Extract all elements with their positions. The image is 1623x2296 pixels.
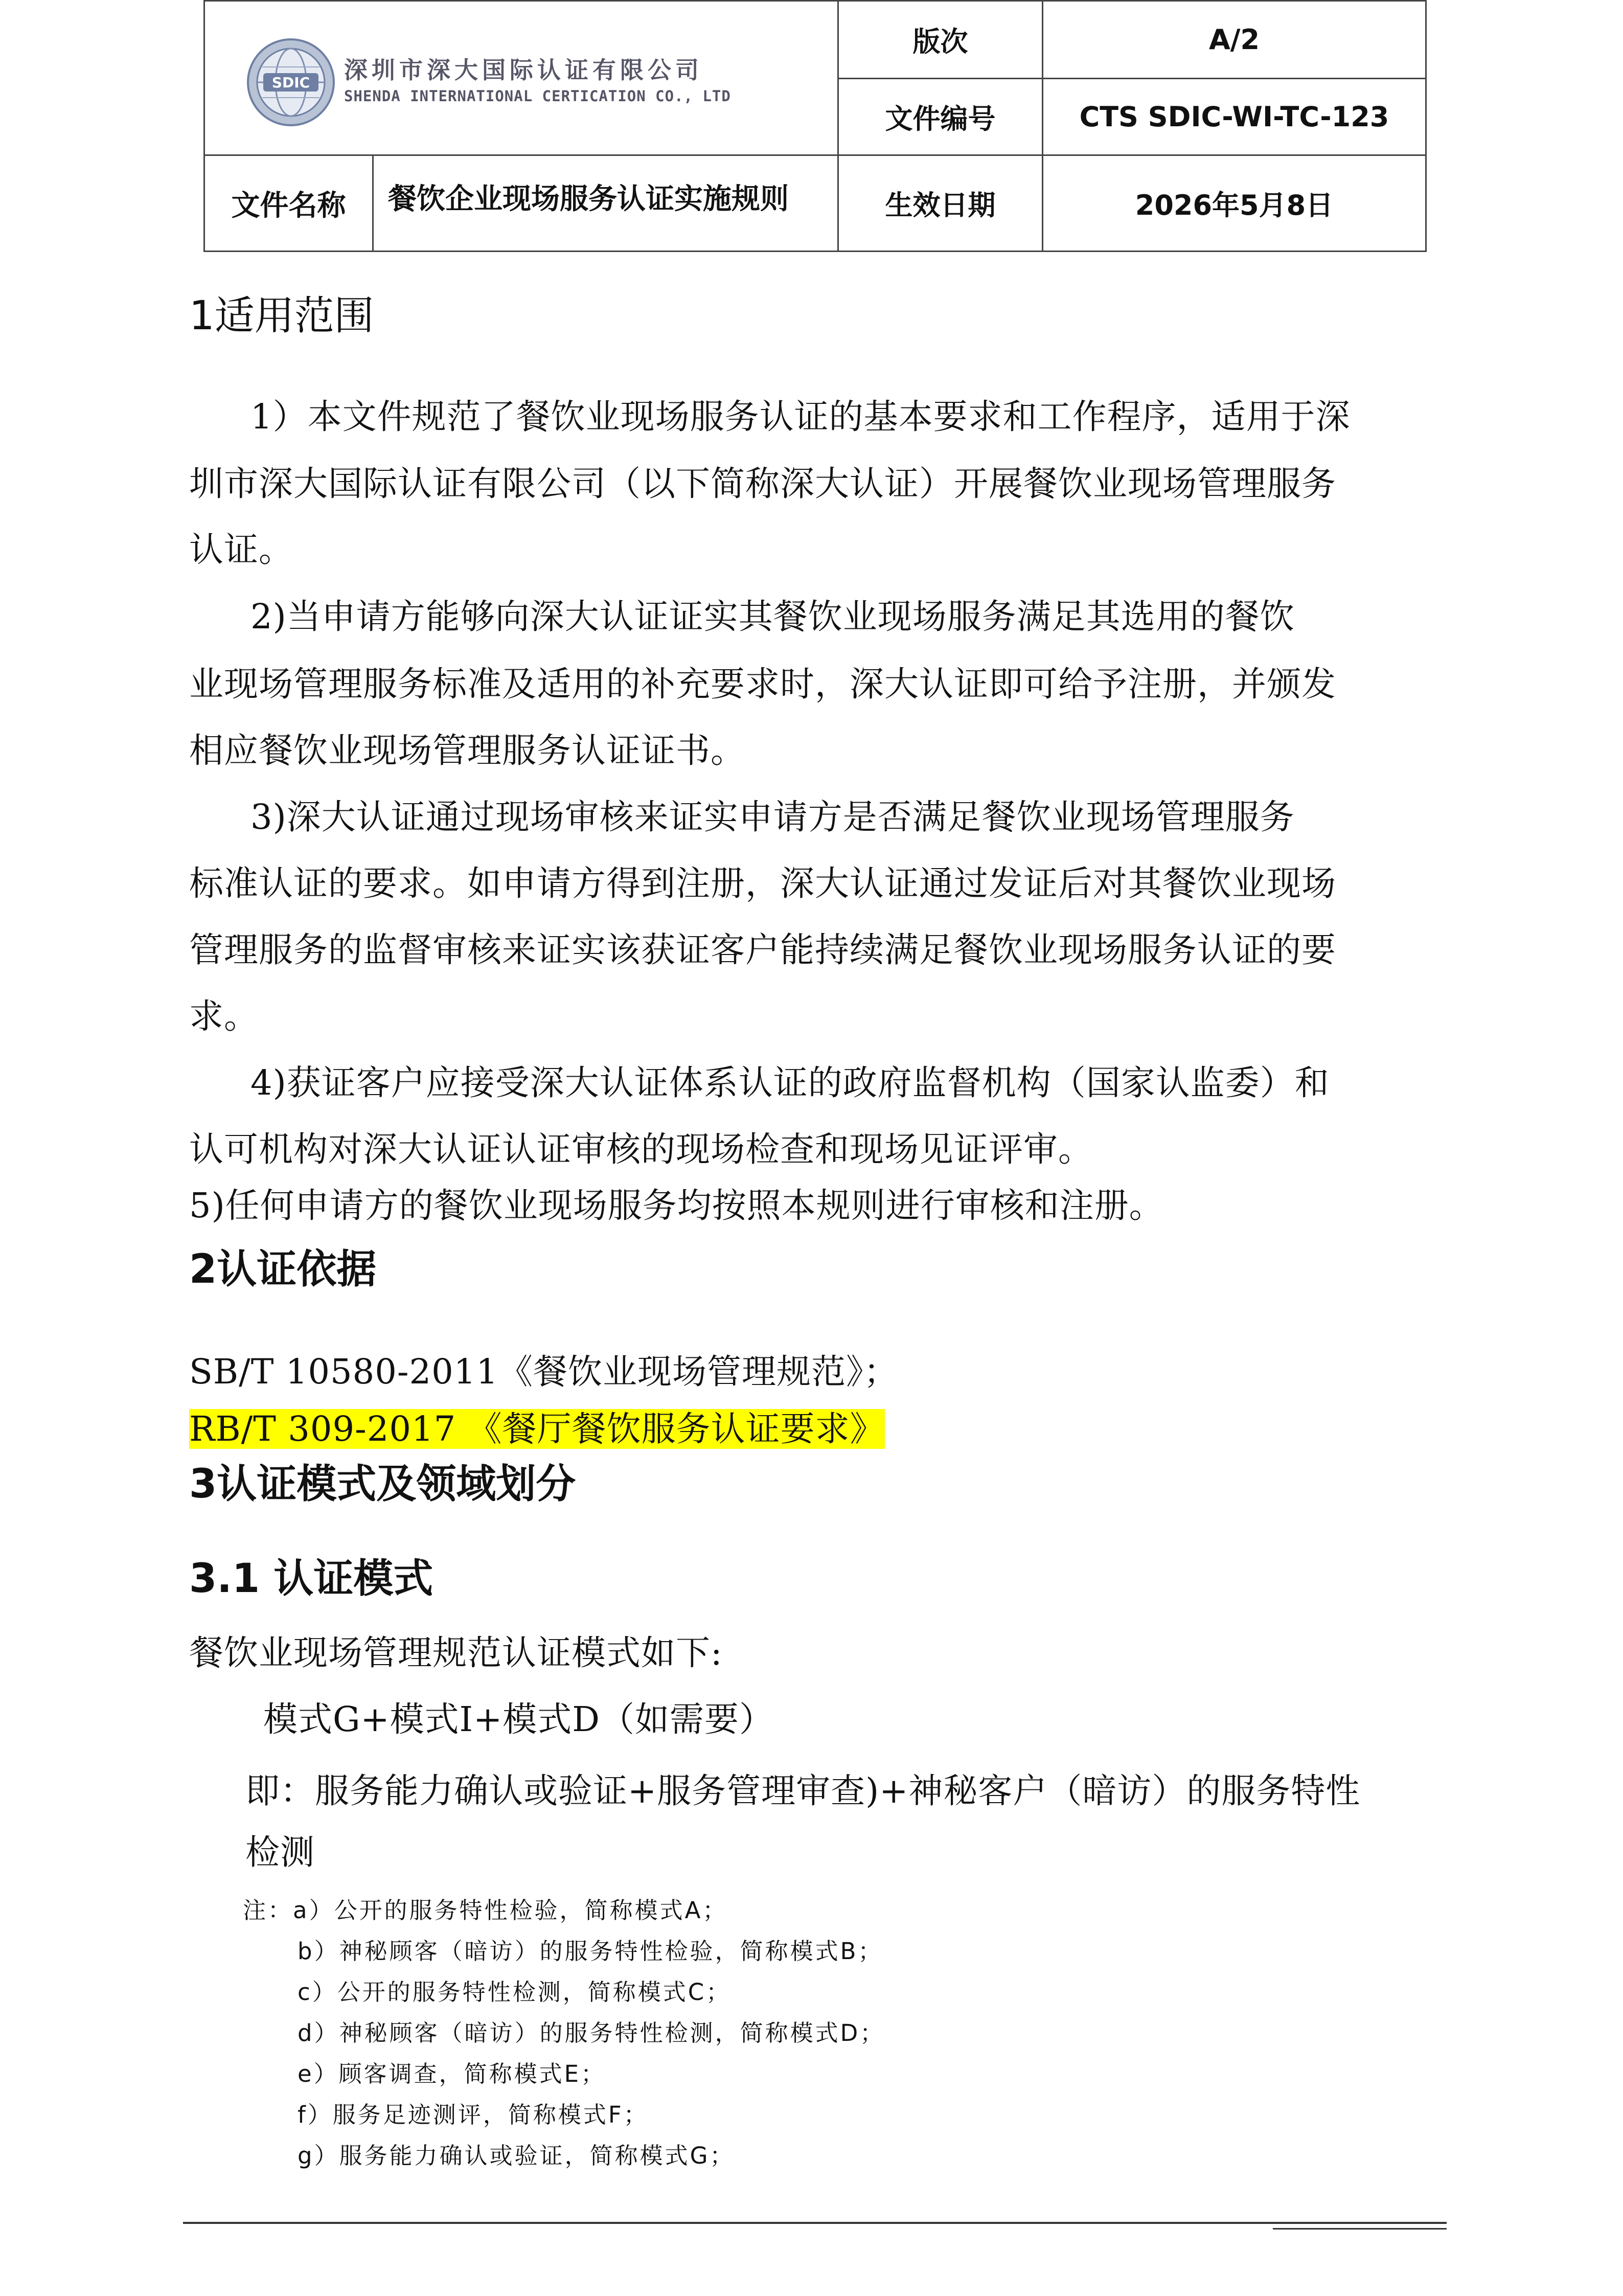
section-1-title: 1适用范围	[189, 293, 374, 339]
globe-logo-icon	[246, 37, 336, 127]
effective-date-value: 2026年5月8日	[1043, 155, 1426, 252]
paragraph-line: 3)深大认证通过现场审核来证实申请方是否满足餐饮业现场管理服务	[250, 797, 1295, 837]
paragraph-line: 标准认证的要求。如申请方得到注册，深大认证通过发证后对其餐饮业现场	[189, 863, 1336, 903]
highlighted-text: RB/T 309-2017 《餐厅餐饮服务认证要求》	[189, 1409, 885, 1449]
logo-cell	[204, 1, 838, 155]
paragraph-line: 求。	[189, 996, 259, 1036]
paragraph-line: 认可机构对深大认证认证审核的现场检查和现场见证评审。	[189, 1129, 1093, 1169]
paragraph-line: 5)任何申请方的餐饮业现场服务均按照本规则进行审核和注册。	[189, 1186, 1164, 1225]
file-name-value: 餐饮企业现场服务认证实施规则	[373, 155, 838, 252]
doc-number-label: 文件编号	[838, 79, 1043, 155]
paragraph-line: 相应餐饮业现场管理服务认证证书。	[189, 731, 745, 770]
effective-date-label: 生效日期	[838, 155, 1043, 252]
note-item: g）服务能力确认或验证，简称模式G；	[298, 2142, 735, 2169]
company-name-en: SHENDA INTERNATIONAL CERTICATION CO., LTD	[344, 87, 731, 105]
note-item: d）神秘顾客（暗访）的服务特性检测，简称模式D；	[298, 2019, 885, 2047]
standard-reference-1: SB/T 10580-2011《餐饮业现场管理规范》；	[189, 1352, 899, 1392]
paragraph-line: 管理服务的监督审核来证实该获证客户能持续满足餐饮业现场服务认证的要	[189, 930, 1336, 970]
mode-explanation-line: 即：服务能力确认或验证+服务管理审查)+神秘客户（暗访）的服务特性	[245, 1771, 1361, 1811]
footer-rule	[183, 2222, 1447, 2224]
mode-intro: 餐饮业现场管理规范认证模式如下:	[189, 1633, 723, 1673]
svg-text:SDIC: SDIC	[271, 74, 310, 91]
file-name-label: 文件名称	[204, 155, 373, 252]
version-label: 版次	[838, 1, 1043, 79]
note-item: b）神秘顾客（暗访）的服务特性检验，简称模式B；	[298, 1938, 883, 1965]
standard-reference-2	[189, 1402, 885, 1451]
paragraph-line: 认证。	[189, 530, 293, 570]
mode-explanation-line: 检测	[245, 1832, 315, 1872]
company-logo	[246, 37, 808, 129]
note-item: f）服务足迹测评，简称模式F；	[298, 2101, 649, 2128]
version-value: A/2	[1043, 1, 1426, 79]
paragraph-line: 圳市深大国际认证有限公司（以下简称深大认证）开展餐饮业现场管理服务	[189, 464, 1336, 504]
section-3-title: 3认证模式及领域划分	[189, 1461, 576, 1507]
paragraph-line: 4)获证客户应接受深大认证体系认证的政府监督机构（国家认监委）和	[250, 1063, 1330, 1103]
section-2-title: 2认证依据	[189, 1246, 377, 1292]
paragraph-line: 1）本文件规范了餐饮业现场服务认证的基本要求和工作程序，适用于深	[250, 397, 1351, 437]
doc-number-value: CTS SDIC-WI-TC-123	[1043, 79, 1426, 155]
section-3-1-title: 3.1 认证模式	[189, 1556, 433, 1602]
note-item: c）公开的服务特性检测，简称模式C；	[298, 1979, 732, 2006]
mode-formula: 模式G+模式I+模式D（如需要）	[263, 1699, 774, 1739]
note-item: e）顾客调查，简称模式E；	[298, 2060, 606, 2087]
paragraph-line: 业现场管理服务标准及适用的补充要求时，深大认证即可给予注册，并颁发	[189, 664, 1336, 704]
footer-rule-short	[1273, 2228, 1447, 2230]
document-header-table	[203, 0, 1427, 252]
paragraph-line: 2)当申请方能够向深大认证证实其餐饮业现场服务满足其选用的餐饮	[250, 597, 1295, 636]
company-name-cn: 深圳市深大国际认证有限公司	[344, 56, 703, 84]
note-item: 注：a）公开的服务特性检验，简称模式A；	[243, 1897, 728, 1924]
